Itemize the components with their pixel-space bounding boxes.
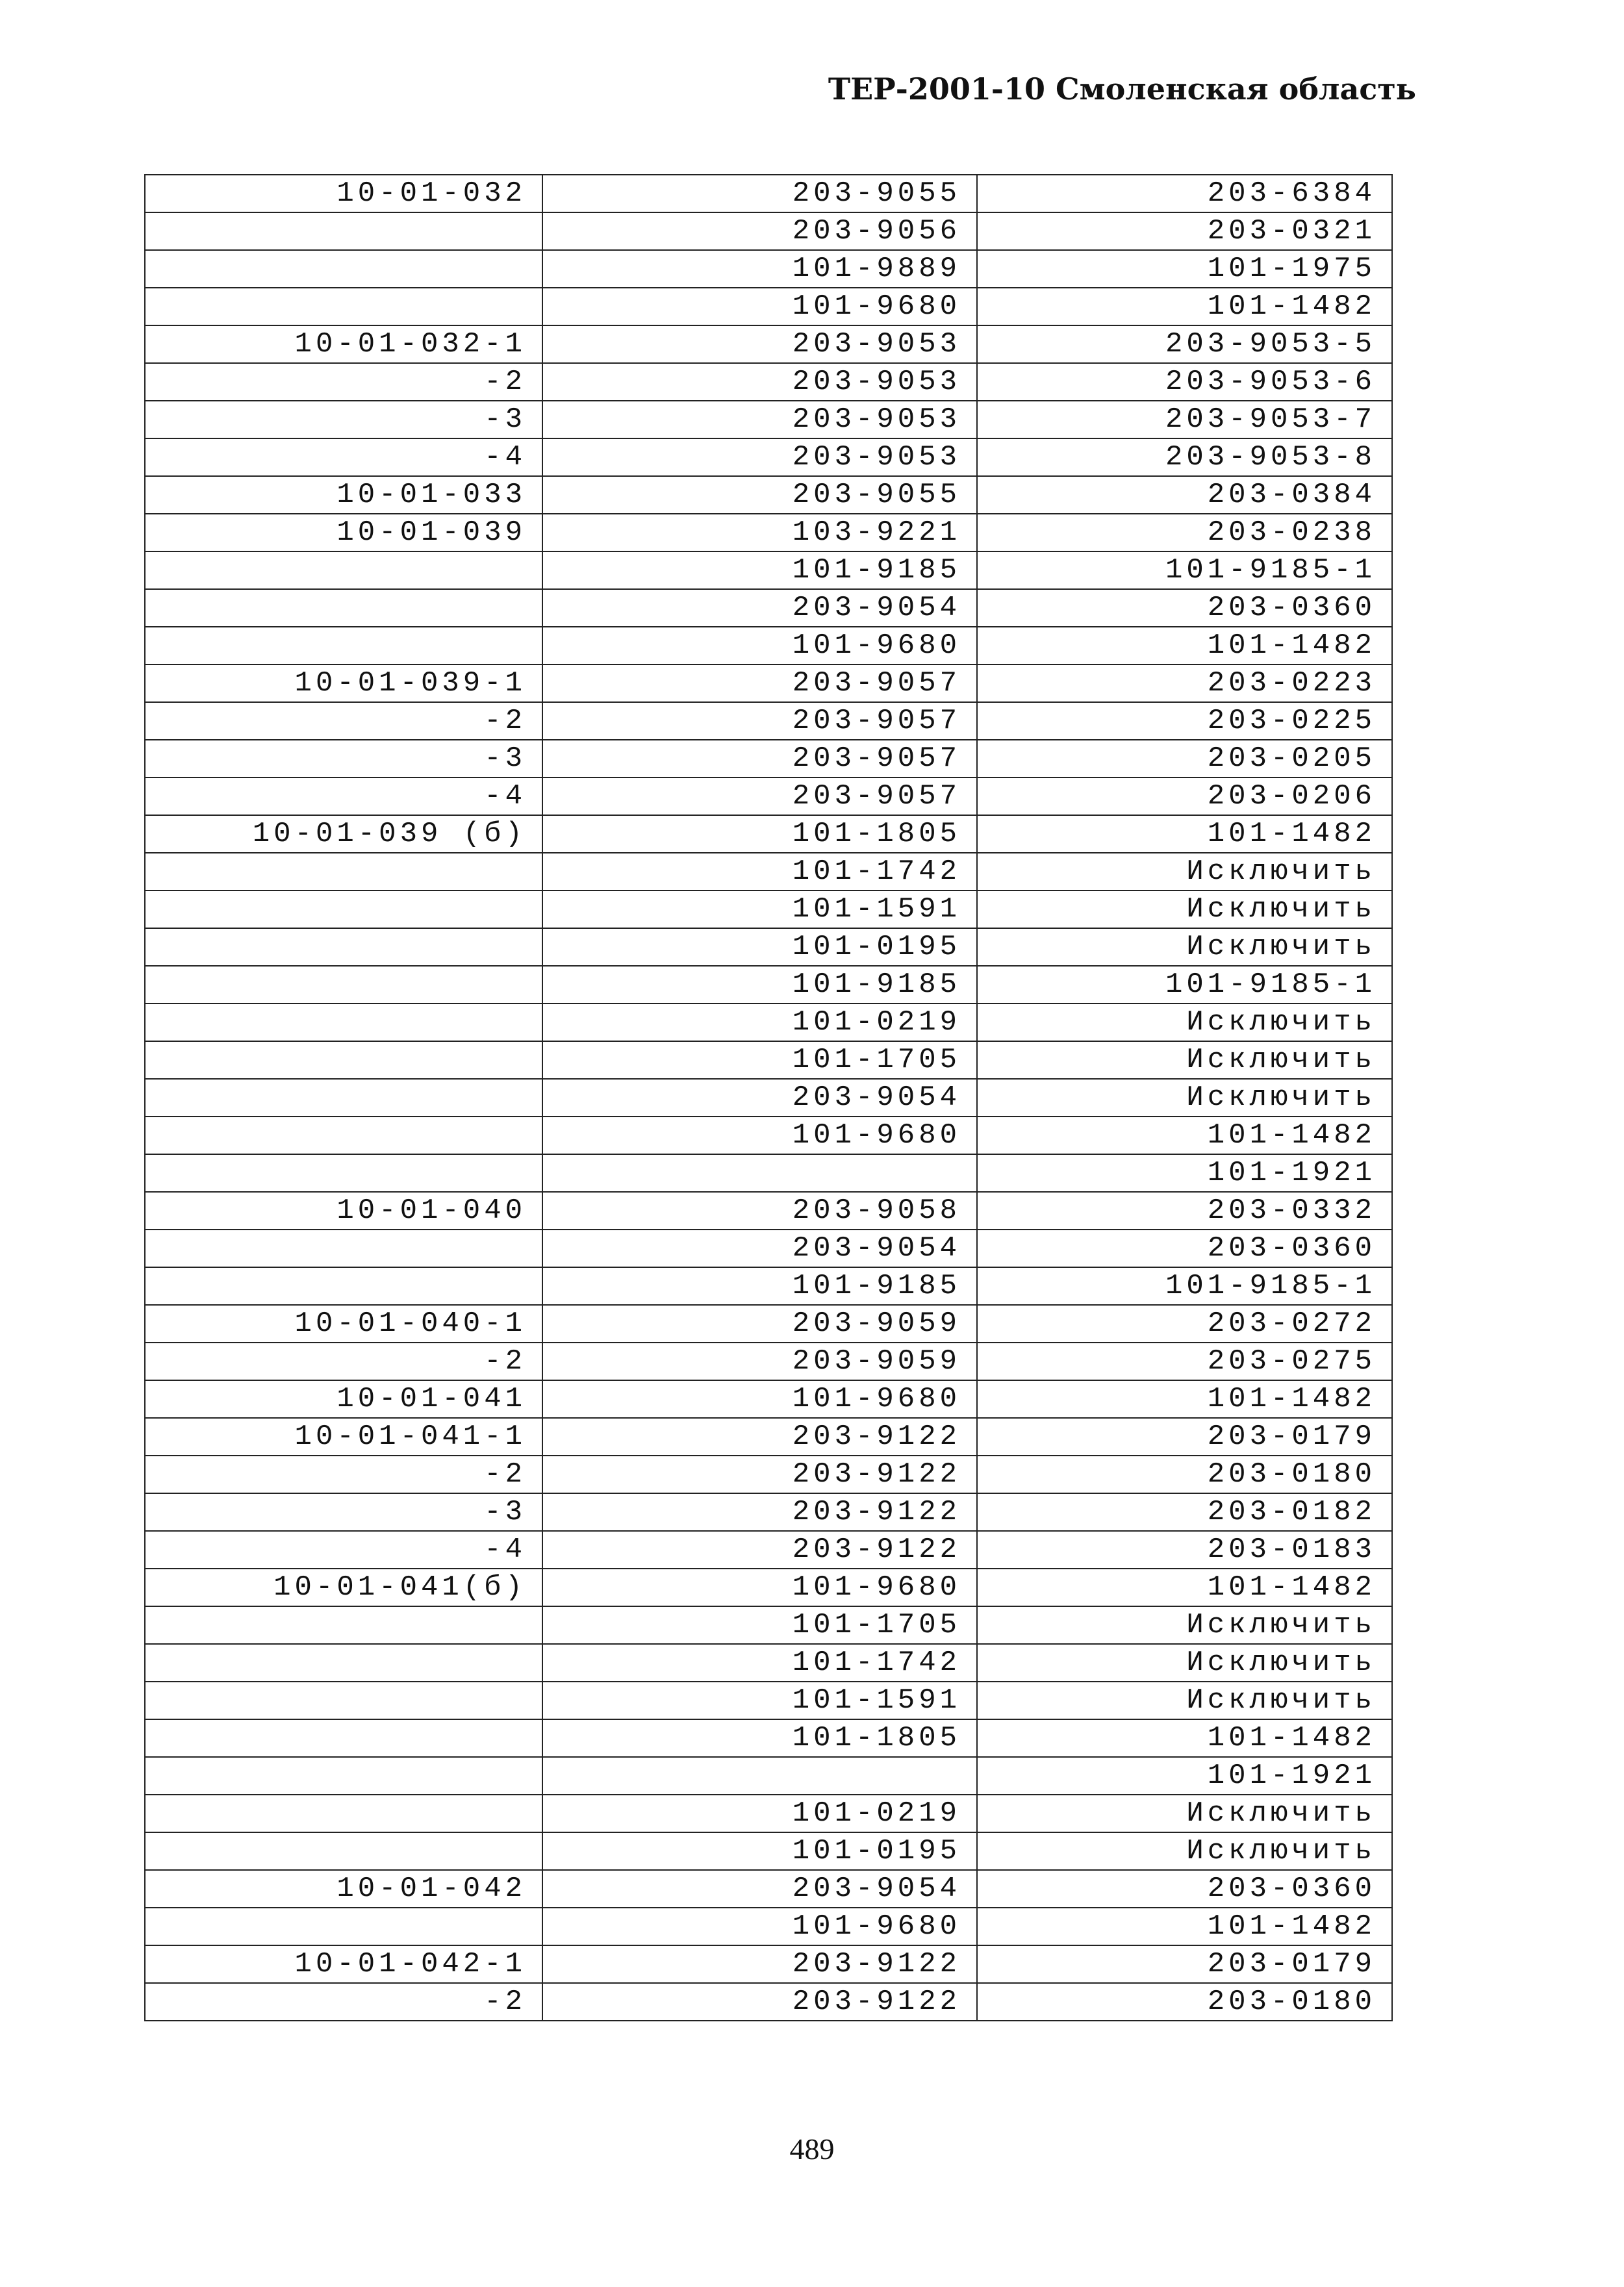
new-code-cell: Исключить — [977, 928, 1392, 966]
table-row — [145, 1380, 1392, 1418]
table-row — [145, 1267, 1392, 1305]
table-row — [145, 1945, 1392, 1983]
table-row — [145, 1456, 1392, 1493]
old-code-cell: 101-9185 — [542, 1267, 977, 1305]
new-code-cell: 203-0321 — [977, 212, 1392, 250]
row-code-cell: -4 — [145, 777, 542, 815]
new-code-cell: 101-1482 — [977, 627, 1392, 664]
new-code-cell: 203-0360 — [977, 1870, 1392, 1908]
row-code-cell: 10-01-039 (б) — [145, 815, 542, 853]
table-row — [145, 1192, 1392, 1230]
row-code-cell: -4 — [145, 1531, 542, 1569]
old-code-cell: 203-9122 — [542, 1418, 977, 1456]
row-code-cell — [145, 1644, 542, 1682]
new-code-cell: 203-0360 — [977, 589, 1392, 627]
new-code-cell: 203-0238 — [977, 514, 1392, 551]
row-code-cell: 10-01-032-1 — [145, 325, 542, 363]
new-code-cell: 203-9053-5 — [977, 325, 1392, 363]
row-code-cell: 10-01-039 — [145, 514, 542, 551]
new-code-cell: 203-0275 — [977, 1343, 1392, 1380]
old-code-cell: 203-9053 — [542, 438, 977, 476]
old-code-cell: 101-0219 — [542, 1004, 977, 1041]
table-row — [145, 627, 1392, 664]
row-code-cell: 10-01-042 — [145, 1870, 542, 1908]
table-row — [145, 551, 1392, 589]
old-code-cell: 203-9053 — [542, 401, 977, 438]
new-code-cell: 101-1482 — [977, 1117, 1392, 1154]
old-code-cell: 101-1742 — [542, 853, 977, 891]
row-code-cell — [145, 1682, 542, 1719]
table-row — [145, 589, 1392, 627]
row-code-cell: -2 — [145, 363, 542, 401]
table-row — [145, 702, 1392, 740]
old-code-cell: 203-9122 — [542, 1945, 977, 1983]
row-code-cell: 10-01-033 — [145, 476, 542, 514]
new-code-cell: Исключить — [977, 1682, 1392, 1719]
new-code-cell: 203-0223 — [977, 664, 1392, 702]
new-code-cell: 101-9185-1 — [977, 966, 1392, 1004]
table-row — [145, 1983, 1392, 2021]
row-code-cell — [145, 250, 542, 288]
new-code-cell: 101-1921 — [977, 1757, 1392, 1795]
codes-table-body — [145, 175, 1392, 2021]
row-code-cell — [145, 1154, 542, 1192]
old-code-cell — [542, 1757, 977, 1795]
new-code-cell: 203-0180 — [977, 1456, 1392, 1493]
new-code-cell: 101-1482 — [977, 1569, 1392, 1606]
old-code-cell: 101-1805 — [542, 1719, 977, 1757]
new-code-cell: Исключить — [977, 1644, 1392, 1682]
table-row — [145, 1343, 1392, 1380]
table-row — [145, 212, 1392, 250]
table-row — [145, 1004, 1392, 1041]
old-code-cell: 101-1705 — [542, 1041, 977, 1079]
old-code-cell: 203-9053 — [542, 325, 977, 363]
row-code-cell — [145, 212, 542, 250]
table-row — [145, 1154, 1392, 1192]
old-code-cell — [542, 1154, 977, 1192]
row-code-cell: -3 — [145, 1493, 542, 1531]
old-code-cell: 101-0195 — [542, 928, 977, 966]
old-code-cell: 203-9056 — [542, 212, 977, 250]
old-code-cell: 101-9680 — [542, 1117, 977, 1154]
old-code-cell: 101-1705 — [542, 1606, 977, 1644]
row-code-cell: 10-01-040 — [145, 1192, 542, 1230]
old-code-cell: 101-9889 — [542, 250, 977, 288]
table-row — [145, 438, 1392, 476]
row-code-cell: -2 — [145, 1343, 542, 1380]
row-code-cell — [145, 627, 542, 664]
table-row — [145, 1418, 1392, 1456]
new-code-cell: Исключить — [977, 891, 1392, 928]
new-code-cell: 101-1482 — [977, 815, 1392, 853]
new-code-cell: 203-6384 — [977, 175, 1392, 212]
table-row — [145, 1041, 1392, 1079]
new-code-cell: 203-0206 — [977, 777, 1392, 815]
new-code-cell: 203-9053-8 — [977, 438, 1392, 476]
row-code-cell: 10-01-032 — [145, 175, 542, 212]
old-code-cell: 101-9680 — [542, 1569, 977, 1606]
old-code-cell: 101-0195 — [542, 1832, 977, 1870]
table-row — [145, 514, 1392, 551]
new-code-cell: 101-1482 — [977, 288, 1392, 325]
table-row — [145, 891, 1392, 928]
old-code-cell: 101-9680 — [542, 288, 977, 325]
old-code-cell: 101-9680 — [542, 1380, 977, 1418]
new-code-cell: 203-0332 — [977, 1192, 1392, 1230]
new-code-cell: Исключить — [977, 1795, 1392, 1832]
old-code-cell: 203-9059 — [542, 1305, 977, 1343]
row-code-cell — [145, 966, 542, 1004]
row-code-cell — [145, 928, 542, 966]
old-code-cell: 101-1591 — [542, 891, 977, 928]
row-code-cell: 10-01-040-1 — [145, 1305, 542, 1343]
table-row — [145, 325, 1392, 363]
table-row — [145, 928, 1392, 966]
row-code-cell — [145, 1267, 542, 1305]
new-code-cell: Исключить — [977, 1041, 1392, 1079]
new-code-cell: Исключить — [977, 1079, 1392, 1117]
new-code-cell: 101-9185-1 — [977, 1267, 1392, 1305]
table-row — [145, 740, 1392, 777]
row-code-cell — [145, 1832, 542, 1870]
row-code-cell — [145, 1795, 542, 1832]
row-code-cell: -3 — [145, 401, 542, 438]
table-row — [145, 966, 1392, 1004]
new-code-cell: 203-0183 — [977, 1531, 1392, 1569]
table-row — [145, 1305, 1392, 1343]
row-code-cell: -2 — [145, 702, 542, 740]
old-code-cell: 101-9185 — [542, 551, 977, 589]
new-code-cell: 203-0180 — [977, 1983, 1392, 2021]
old-code-cell: 203-9054 — [542, 1079, 977, 1117]
new-code-cell: 203-9053-7 — [977, 401, 1392, 438]
row-code-cell — [145, 853, 542, 891]
table-row — [145, 1230, 1392, 1267]
old-code-cell: 203-9122 — [542, 1531, 977, 1569]
old-code-cell: 101-9680 — [542, 627, 977, 664]
codes-table — [144, 174, 1393, 2021]
row-code-cell — [145, 1719, 542, 1757]
old-code-cell: 101-1742 — [542, 1644, 977, 1682]
table-row — [145, 777, 1392, 815]
new-code-cell: 203-0205 — [977, 740, 1392, 777]
old-code-cell: 101-9185 — [542, 966, 977, 1004]
row-code-cell — [145, 1230, 542, 1267]
table-row — [145, 1569, 1392, 1606]
table-row — [145, 250, 1392, 288]
row-code-cell — [145, 1041, 542, 1079]
new-code-cell: 203-0225 — [977, 702, 1392, 740]
row-code-cell — [145, 288, 542, 325]
row-code-cell — [145, 551, 542, 589]
old-code-cell: 203-9057 — [542, 740, 977, 777]
row-code-cell: 10-01-041(б) — [145, 1569, 542, 1606]
new-code-cell: Исключить — [977, 1606, 1392, 1644]
row-code-cell: 10-01-039-1 — [145, 664, 542, 702]
old-code-cell: 203-9054 — [542, 1870, 977, 1908]
page-number: 489 — [789, 2132, 835, 2166]
old-code-cell: 101-0219 — [542, 1795, 977, 1832]
table-row — [145, 1079, 1392, 1117]
new-code-cell: Исключить — [977, 853, 1392, 891]
old-code-cell: 203-9059 — [542, 1343, 977, 1380]
row-code-cell: -4 — [145, 438, 542, 476]
old-code-cell: 203-9122 — [542, 1456, 977, 1493]
new-code-cell: Исключить — [977, 1832, 1392, 1870]
row-code-cell — [145, 1117, 542, 1154]
row-code-cell: 10-01-041-1 — [145, 1418, 542, 1456]
table-row — [145, 1531, 1392, 1569]
table-row — [145, 401, 1392, 438]
new-code-cell: 203-0182 — [977, 1493, 1392, 1531]
page-title: ТЕР-2001-10 Смоленская область — [828, 71, 1416, 107]
new-code-cell: 101-1975 — [977, 250, 1392, 288]
table-row — [145, 175, 1392, 212]
old-code-cell: 203-9054 — [542, 1230, 977, 1267]
new-code-cell: 203-0179 — [977, 1945, 1392, 1983]
old-code-cell: 203-9057 — [542, 664, 977, 702]
old-code-cell: 101-9680 — [542, 1908, 977, 1945]
old-code-cell: 203-9122 — [542, 1493, 977, 1531]
old-code-cell: 103-9221 — [542, 514, 977, 551]
new-code-cell: 101-1482 — [977, 1719, 1392, 1757]
table-row — [145, 815, 1392, 853]
old-code-cell: 203-9058 — [542, 1192, 977, 1230]
old-code-cell: 101-1805 — [542, 815, 977, 853]
new-code-cell: 101-1482 — [977, 1908, 1392, 1945]
row-code-cell: -3 — [145, 740, 542, 777]
new-code-cell: 203-0179 — [977, 1418, 1392, 1456]
row-code-cell — [145, 1004, 542, 1041]
row-code-cell: 10-01-041 — [145, 1380, 542, 1418]
old-code-cell: 203-9057 — [542, 702, 977, 740]
table-row — [145, 476, 1392, 514]
table-row — [145, 1870, 1392, 1908]
old-code-cell: 203-9055 — [542, 175, 977, 212]
old-code-cell: 203-9055 — [542, 476, 977, 514]
old-code-cell: 203-9054 — [542, 589, 977, 627]
table-row — [145, 853, 1392, 891]
new-code-cell: 101-1921 — [977, 1154, 1392, 1192]
table-row — [145, 1795, 1392, 1832]
row-code-cell — [145, 1908, 542, 1945]
row-code-cell: -2 — [145, 1456, 542, 1493]
old-code-cell: 203-9057 — [542, 777, 977, 815]
table-row — [145, 1832, 1392, 1870]
row-code-cell — [145, 1757, 542, 1795]
table-row — [145, 1719, 1392, 1757]
row-code-cell — [145, 1079, 542, 1117]
new-code-cell: 101-9185-1 — [977, 551, 1392, 589]
table-row — [145, 1682, 1392, 1719]
table-row — [145, 1606, 1392, 1644]
new-code-cell: 203-0272 — [977, 1305, 1392, 1343]
row-code-cell — [145, 589, 542, 627]
new-code-cell: 203-0384 — [977, 476, 1392, 514]
table-row — [145, 664, 1392, 702]
old-code-cell: 203-9122 — [542, 1983, 977, 2021]
row-code-cell: 10-01-042-1 — [145, 1945, 542, 1983]
table-row — [145, 1117, 1392, 1154]
new-code-cell: 203-9053-6 — [977, 363, 1392, 401]
old-code-cell: 203-9053 — [542, 363, 977, 401]
table-row — [145, 288, 1392, 325]
old-code-cell: 101-1591 — [542, 1682, 977, 1719]
table-row — [145, 1908, 1392, 1945]
row-code-cell: -2 — [145, 1983, 542, 2021]
row-code-cell — [145, 1606, 542, 1644]
table-row — [145, 1757, 1392, 1795]
new-code-cell: 203-0360 — [977, 1230, 1392, 1267]
new-code-cell: Исключить — [977, 1004, 1392, 1041]
new-code-cell: 101-1482 — [977, 1380, 1392, 1418]
table-row — [145, 363, 1392, 401]
row-code-cell — [145, 891, 542, 928]
table-row — [145, 1493, 1392, 1531]
table-row — [145, 1644, 1392, 1682]
